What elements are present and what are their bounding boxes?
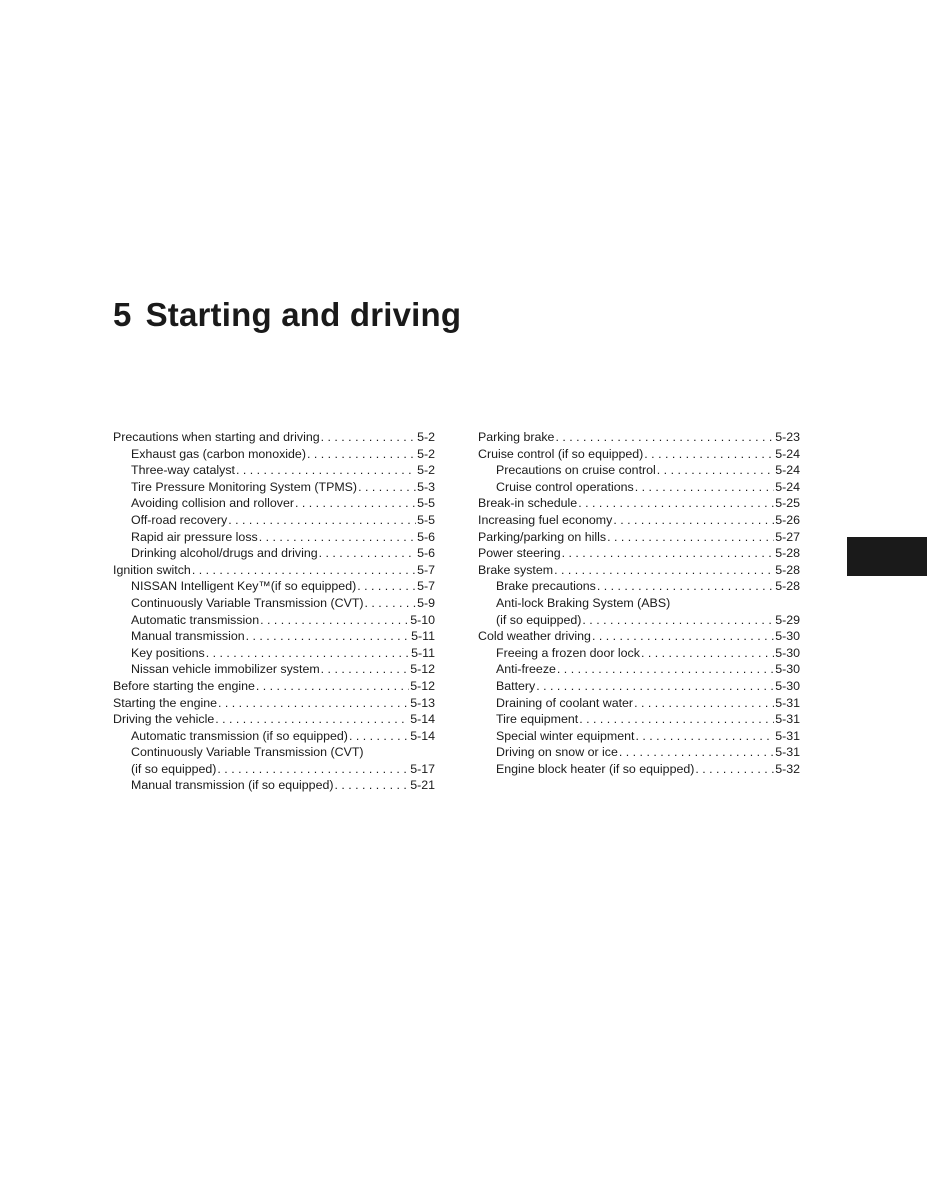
toc-entry [113, 545, 435, 562]
toc-entry-page: 5-2 [417, 463, 435, 478]
toc-entry [478, 512, 800, 529]
toc-entry [113, 761, 435, 778]
toc-leader-dots [635, 479, 774, 496]
toc-entry [113, 678, 435, 695]
toc-entry-label: Rapid air pressure loss [131, 529, 258, 544]
toc-leader-dots [657, 462, 774, 479]
toc-entry-label: Off-road recovery [131, 512, 228, 527]
toc-entry [478, 628, 800, 645]
toc-entry [113, 645, 435, 662]
toc-entry-page: 5-6 [417, 546, 435, 561]
toc-entry-label: Nissan vehicle immobilizer system [131, 662, 320, 677]
toc-entry [478, 446, 800, 463]
toc-entry [113, 529, 435, 546]
toc-leader-dots [562, 545, 775, 562]
toc-leader-dots [321, 661, 410, 678]
toc-entry-page: 5-12 [410, 678, 435, 693]
toc-entry-page: 5-31 [775, 728, 800, 743]
toc-entry-label: (if so equipped) [131, 761, 217, 776]
toc-leader-dots [260, 612, 409, 629]
toc-entry-page: 5-13 [410, 695, 435, 710]
toc-entry-page: 5-25 [775, 496, 800, 511]
toc-entry-page: 5-28 [775, 546, 800, 561]
toc-leader-dots [256, 678, 409, 695]
toc-leader-dots [295, 495, 416, 512]
toc-entry [113, 562, 435, 579]
toc-entry-page: 5-14 [410, 712, 435, 727]
toc-entry-label: Key positions [131, 645, 205, 660]
toc-entry [113, 495, 435, 512]
toc-entry-page: 5-24 [775, 463, 800, 478]
toc-entry [478, 429, 800, 446]
toc-entry [113, 744, 435, 761]
toc-leader-dots [321, 429, 416, 446]
toc-left-column [113, 429, 435, 794]
chapter-number: 5 [113, 296, 132, 333]
toc-entry-page: 5-30 [775, 645, 800, 660]
toc-entry-page: 5-6 [417, 529, 435, 544]
toc-entry-page: 5-31 [775, 695, 800, 710]
toc-leader-dots [597, 578, 774, 595]
toc-leader-dots [215, 711, 409, 728]
toc-entry [113, 612, 435, 629]
toc-entry-page: 5-31 [775, 712, 800, 727]
toc-entry [478, 529, 800, 546]
toc-leader-dots [218, 695, 409, 712]
toc-entry-page: 5-30 [775, 662, 800, 677]
toc-leader-dots [228, 512, 416, 529]
toc-entry-label: Manual transmission (if so equipped) [131, 778, 334, 793]
toc-entry [478, 462, 800, 479]
toc-leader-dots [554, 562, 774, 579]
toc-entry [113, 695, 435, 712]
toc-entry-page: 5-14 [410, 728, 435, 743]
toc-entry-page: 5-26 [775, 512, 800, 527]
toc-leader-dots [635, 728, 774, 745]
toc-entry [113, 595, 435, 612]
toc-entry-page: 5-7 [417, 562, 435, 577]
toc-entry [478, 661, 800, 678]
toc-entry-page: 5-29 [775, 612, 800, 627]
toc-right-column [478, 429, 800, 777]
toc-entry [113, 429, 435, 446]
toc-entry-label: Tire equipment [496, 712, 579, 727]
toc-entry-label: Battery [496, 678, 536, 693]
toc-entry-page: 5-12 [410, 662, 435, 677]
toc-entry-page: 5-27 [775, 529, 800, 544]
toc-entry-label: Avoiding collision and rollover [131, 496, 295, 511]
toc-leader-dots [307, 446, 416, 463]
toc-entry [113, 628, 435, 645]
toc-entry [478, 711, 800, 728]
toc-entry [478, 678, 800, 695]
toc-leader-dots [192, 562, 416, 579]
toc-leader-dots [365, 595, 417, 612]
toc-leader-dots [357, 578, 416, 595]
toc-entry [478, 495, 800, 512]
toc-entry-label: Three-way catalyst [131, 463, 235, 478]
toc-entry-label: Manual transmission [131, 629, 245, 644]
toc-entry-label: Cruise control operations [496, 479, 634, 494]
toc-entry-label: Driving the vehicle [113, 712, 215, 727]
toc-entry-page: 5-5 [417, 512, 435, 527]
toc-leader-dots [236, 462, 416, 479]
toc-entry [478, 612, 800, 629]
toc-entry [478, 595, 800, 612]
toc-entry [478, 479, 800, 496]
toc-entry-page: 5-28 [775, 579, 800, 594]
toc-entry [113, 479, 435, 496]
toc-entry [478, 578, 800, 595]
toc-entry-page: 5-7 [417, 579, 435, 594]
toc-leader-dots [644, 446, 774, 463]
toc-leader-dots [217, 761, 409, 778]
toc-entry-label: Increasing fuel economy [478, 512, 613, 527]
toc-entry [113, 777, 435, 794]
toc-leader-dots [607, 529, 774, 546]
toc-entry [113, 578, 435, 595]
toc-entry-page: 5-2 [417, 446, 435, 461]
toc-entry-page: 5-11 [411, 629, 435, 644]
toc-entry-label: Continuously Variable Transmission (CVT) [131, 595, 364, 610]
toc-entry-page: 5-24 [775, 446, 800, 461]
toc-leader-dots [613, 512, 774, 529]
toc-entry-label: Special winter equipment [496, 728, 635, 743]
toc-entry-page: 5-32 [775, 761, 800, 776]
toc-entry-label: Automatic transmission (if so equipped) [131, 728, 348, 743]
toc-entry-page: 5-28 [775, 562, 800, 577]
toc-leader-dots [319, 545, 416, 562]
toc-entry [113, 661, 435, 678]
toc-entry [113, 446, 435, 463]
toc-entry-label: Automatic transmission [131, 612, 260, 627]
toc-entry-label: Parking brake [478, 430, 555, 444]
toc-entry-label: Parking/parking on hills [478, 529, 607, 544]
toc-entry-label: Driving on snow or ice [496, 745, 618, 760]
toc-entry-label: NISSAN Intelligent Key™(if so equipped) [131, 579, 357, 594]
toc-entry-page: 5-30 [775, 629, 800, 644]
toc-entry [113, 462, 435, 479]
chapter-title [113, 296, 461, 334]
chapter-tab-marker [847, 537, 927, 576]
toc-entry-label: Engine block heater (if so equipped) [496, 761, 695, 776]
toc-leader-dots [555, 429, 774, 446]
toc-entry-label: Power steering [478, 546, 561, 561]
toc-entry [478, 562, 800, 579]
chapter-title-text: Starting and driving [145, 296, 462, 333]
toc-entry-page: 5-30 [775, 678, 800, 693]
toc-entry-page: 5-3 [417, 479, 435, 494]
toc-entry-page: 5-10 [410, 612, 435, 627]
toc-entry-label: Ignition switch [113, 562, 191, 577]
toc-entry-label: Freeing a frozen door lock [496, 645, 640, 660]
toc-entry-page: 5-2 [417, 430, 435, 444]
toc-entry [113, 512, 435, 529]
toc-entry-page: 5-31 [775, 745, 800, 760]
toc-entry [478, 695, 800, 712]
toc-entry [478, 728, 800, 745]
toc-leader-dots [246, 628, 410, 645]
toc-entry [478, 744, 800, 761]
toc-entry-label: Anti-freeze [496, 662, 556, 677]
toc-leader-dots [557, 661, 774, 678]
toc-entry [113, 728, 435, 745]
toc-leader-dots [641, 645, 774, 662]
toc-entry-label: (if so equipped) [496, 612, 582, 627]
toc-entry-label: Before starting the engine [113, 678, 255, 693]
toc-entry-label: Tire Pressure Monitoring System (TPMS) [131, 479, 358, 494]
toc-entry-label: Cruise control (if so equipped) [478, 446, 644, 461]
toc-entry-page: 5-9 [417, 595, 435, 610]
toc-leader-dots [582, 612, 774, 629]
toc-entry [478, 645, 800, 662]
toc-leader-dots [695, 761, 774, 778]
toc-entry-page: 5-5 [417, 496, 435, 511]
toc-leader-dots [334, 777, 409, 794]
toc-entry-label: Precautions on cruise control [496, 463, 656, 478]
toc-leader-dots [206, 645, 410, 662]
toc-entry-label: Precautions when starting and driving [113, 430, 320, 444]
toc-entry-page: 5-11 [411, 645, 435, 660]
toc-entry-label: Brake system [478, 562, 554, 577]
toc-leader-dots [536, 678, 774, 695]
toc-entry-label: Brake precautions [496, 579, 596, 594]
toc-entry [478, 545, 800, 562]
toc-entry-label: Anti-lock Braking System (ABS) [496, 595, 671, 610]
toc-entry-label: Continuously Variable Transmission (CVT) [131, 745, 364, 760]
toc-entry-label: Exhaust gas (carbon monoxide) [131, 446, 306, 461]
toc-entry-label: Drinking alcohol/drugs and driving [131, 546, 318, 561]
toc-leader-dots [592, 628, 774, 645]
toc-leader-dots [259, 529, 416, 546]
toc-entry-page: 5-17 [410, 761, 435, 776]
toc-entry [478, 761, 800, 778]
toc-entry-label: Cold weather driving [478, 629, 591, 644]
toc-leader-dots [619, 744, 774, 761]
toc-leader-dots [349, 728, 409, 745]
toc-leader-dots [578, 495, 774, 512]
toc-leader-dots [358, 479, 416, 496]
toc-entry-page: 5-21 [410, 778, 435, 793]
toc-entry-label: Starting the engine [113, 695, 218, 710]
toc-leader-dots [634, 695, 774, 712]
toc-entry-page: 5-23 [775, 430, 800, 444]
toc-entry [113, 711, 435, 728]
toc-entry-page: 5-24 [775, 479, 800, 494]
toc-entry-label: Break-in schedule [478, 496, 578, 511]
toc-leader-dots [579, 711, 774, 728]
toc-entry-label: Draining of coolant water [496, 695, 634, 710]
